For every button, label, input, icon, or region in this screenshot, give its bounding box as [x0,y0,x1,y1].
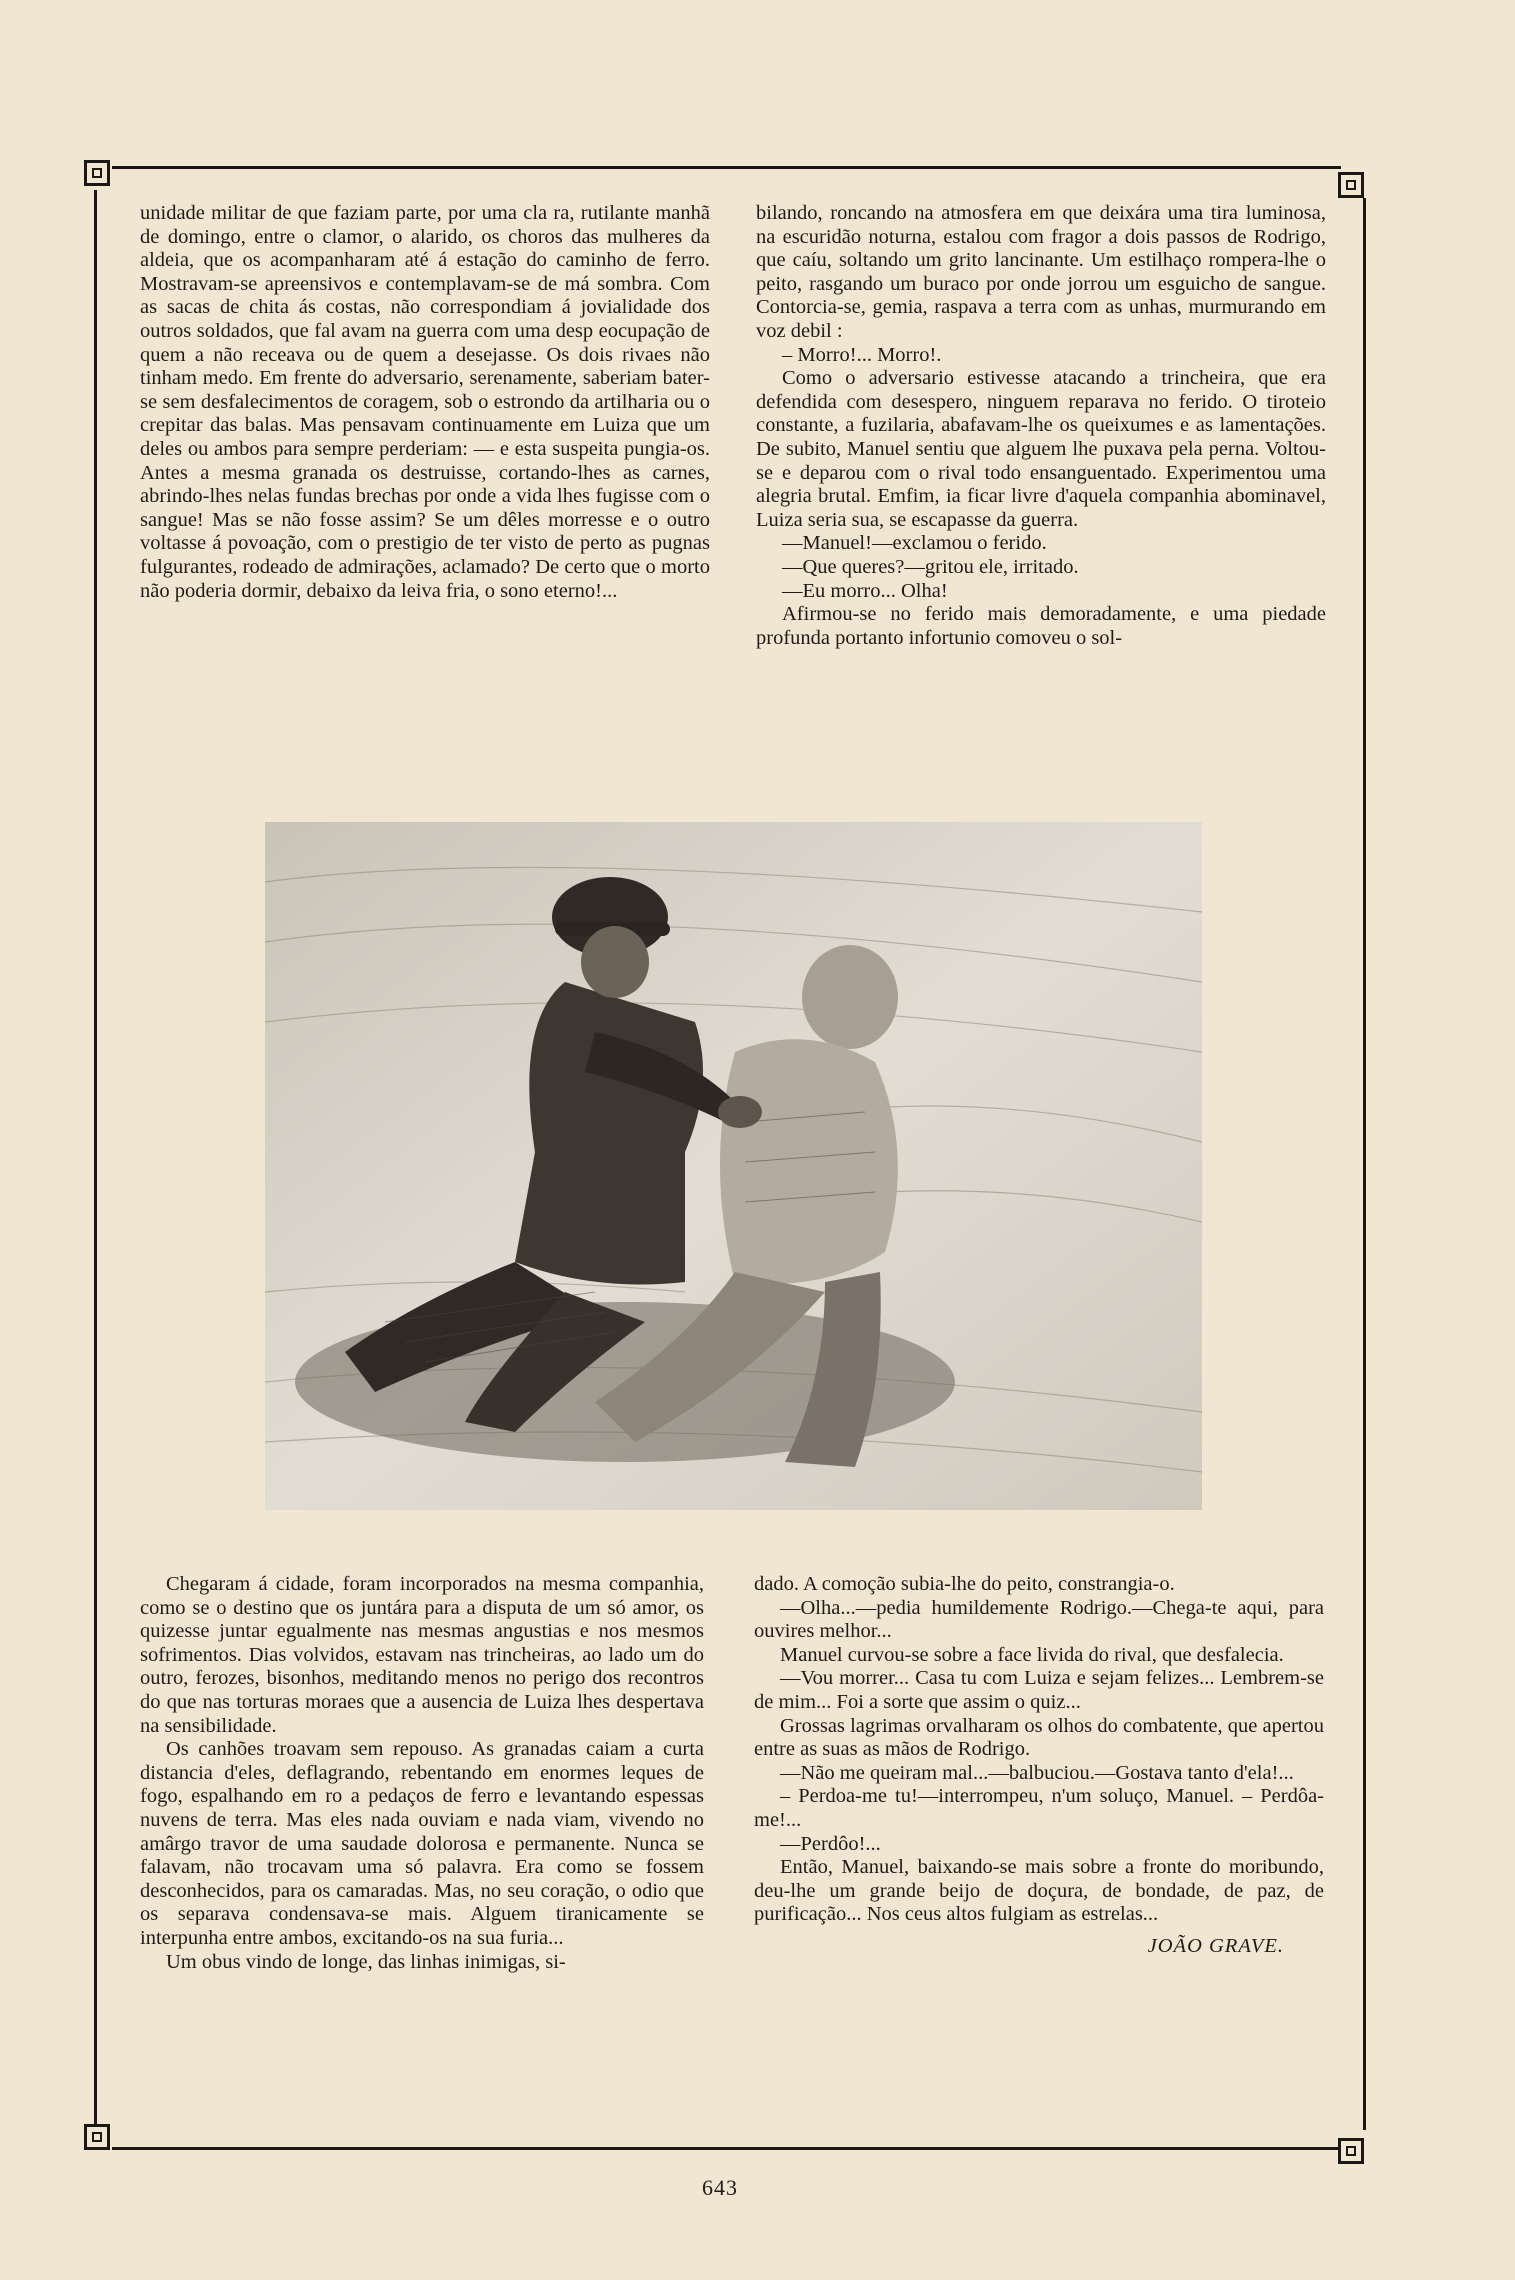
page-number: 643 [702,2175,738,2200]
text-column-4 [754,1573,1324,1959]
paragraph: unidade militar de que faziam parte, por uma cla ra, rutilante manhã de domingo, entre o clamor, o alarido, os choros das mulheres da aldeia, que os acompanharam até á estação do caminho de ferro. Mostravam-se apreensivos e contemplavam-se de má sombra. Com as sacas de chita ás costas, não correspondiam á jovialidade dos outros soldados, que fal avam na guerra com uma desp eocupação de quem a não receava ou de quem a desejasse. Os dois rivaes não tinham medo. Em frente do adversario, serenamente, saberiam bater-se sem desfalecimentos de coragem, sob o estrondo da artilharia ou o crepitar das balas. Mas pensavam continuamente em Luiza que um deles ou ambos para sempre perderiam: — e esta suspeita pungia-os. Antes a mesma granada os destruisse, cortando-lhes as carnes, abrindo-lhes nelas fundas brechas por onde a vida lhes fugisse com o sangue! Mas se não fosse assim? Se um dêles morresse e o outro voltasse á povoação, com o prestigio de ter visto de perto as pugnas fulgurantes, rodeado de admirações, aclamado? De certo que o morto não poderia dormir, debaixo da leiva fria, o sono eterno!... [140,202,710,602]
paragraph: —Manuel!—exclamou o ferido. [782,532,1047,555]
paragraph: Grossas lagrimas orvalharam os olhos do combatente, que apertou entre as suas as mãos de Rodrigo. [754,1714,1324,1761]
paragraph: —Perdôo!... [780,1832,881,1855]
illustration-wounded-soldiers [265,822,1202,1510]
paragraph: Manuel curvou-se sobre a face livida do rival, que desfalecia. [780,1643,1284,1666]
frame-corner-ornament-icon [1338,172,1364,198]
paragraph: – Morro!... Morro!. [782,343,942,366]
paragraph: Os canhões troavam sem repouso. As granadas caiam a curta distancia d'eles, deflagrando, rebentando em enormes leques de fogo, espalhando em ro a pedaços de ferro e levantando espessas nuvens de terra. Mas eles nada ouviam e nada viam, vivendo no amârgo travor de uma saudade dolorosa e permanente. Nunca se falavam, não trocavam uma só palavra. Era como se fossem desconhecidos, para os camaradas. Mas, no seu coração, o odio que os separava condensava-se mais. Alguem tiranicamente se interpunha entre ambos, excitando-os na sua furia... [140,1738,704,1949]
paragraph: – Perdoa-me tu!—interrompeu, n'um soluço, Manuel. – Perdôa-me!... [754,1785,1324,1831]
paragraph: Afirmou-se no ferido mais demoradamente, e uma piedade profunda portanto infortunio comoveu o sol- [756,603,1326,649]
text-column-3 [140,1573,704,1974]
paragraph: bilando, roncando na atmosfera em que deixára uma tira luminosa, na escuridão noturna, estalou com fragor a dois passos de Rodrigo, que caíu, soltando um grito lancinante. Um estilhaço rompera-lhe o peito, rasgando um buraco por onde jorrou um esguicho de sangue. Contorcia-se, gemia, raspava a terra com as unhas, murmurando em voz debil : [756,202,1326,342]
author-signature: JOÃO GRAVE. [1147,1934,1284,1957]
paragraph: —Vou morrer... Casa tu com Luiza e sejam felizes... Lembrem-se de mim... Foi a sorte que assim o quiz... [754,1667,1324,1713]
text-column-2 [756,202,1326,650]
paragraph: —Eu morro... Olha! [782,579,948,602]
paragraph: Então, Manuel, baixando-se mais sobre a fronte do moribundo, deu-lhe um grande beijo de doçura, de bondade, de paz, de purificação... Nos ceus altos fulgiam as estrelas... [754,1856,1324,1926]
text-column-1 [140,202,710,603]
frame-top-rule [112,166,1341,169]
frame-bottom-rule [112,2147,1341,2150]
paragraph: Chegaram á cidade, foram incorporados na mesma companhia, como se o destino que os juntára para a disputa de um só amor, os quizesse juntar egualmente nas mesmas angustias e nos mesmos sofrimentos. Dias volvidos, estavam nas trincheiras, ao lado um do outro, ferozes, bisonhos, meditando menos no perigo dos recontros do que nas torturas moraes que a ausencia de Luiza lhes despertava na sensibilidade. [140,1573,704,1737]
frame-corner-ornament-icon [1338,2138,1364,2164]
paragraph: Como o adversario estivesse atacando a trincheira, que era defendida com desespero, ninguem reparava no ferido. O tiroteio constante, a fuzilaria, abafavam-lhe os queixumes e as lamentações. De subito, Manuel sentiu que alguem lhe puxava pela perna. Voltou-se e deparou com o rival todo ensanguentado. Experimentou uma alegria brutal. Emfim, ia ficar livre d'aquela companhia abominavel, Luiza seria sua, se escapasse da guerra. [756,367,1326,531]
paragraph: Um obus vindo de longe, das linhas inimigas, si- [166,1950,566,1973]
frame-corner-ornament-icon [84,2124,110,2150]
paragraph: —Não me queiram mal...—balbuciou.—Gostava tanto d'ela!... [780,1761,1294,1784]
paragraph: —Olha...—pedia humildemente Rodrigo.—Chega-te aqui, para ouvires melhor... [754,1596,1324,1643]
frame-left-rule [94,190,97,2130]
frame-right-rule [1363,198,1366,2130]
paragraph: dado. A comoção subia-lhe do peito, constrangia-o. [754,1573,1175,1595]
frame-corner-ornament-icon [84,160,110,186]
paragraph: —Que queres?—gritou ele, irritado. [782,555,1079,578]
